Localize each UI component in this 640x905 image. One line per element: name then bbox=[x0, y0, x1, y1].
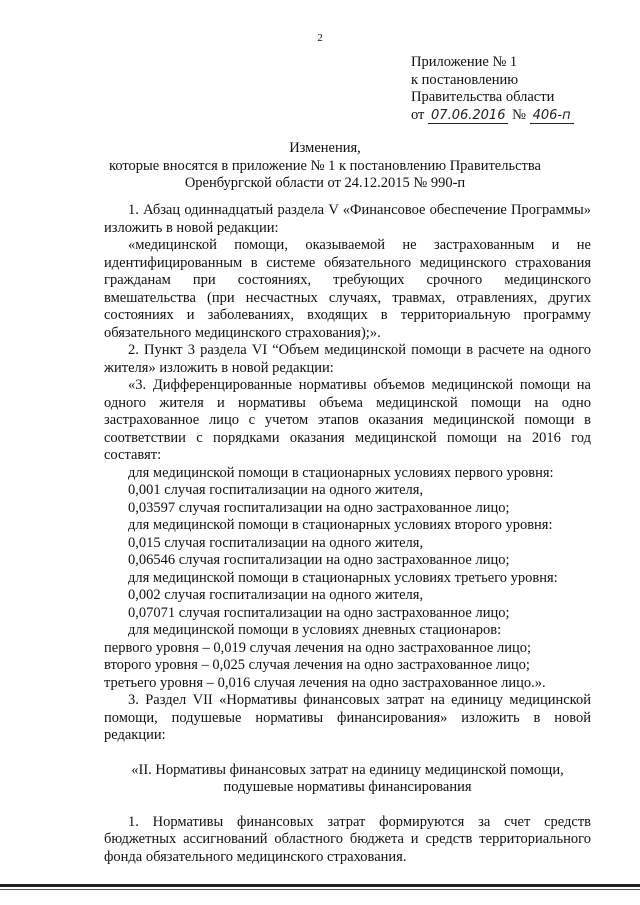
norm-line-12: второго уровня – 0,025 случая лечения на одно застрахованное лицо; bbox=[104, 657, 530, 673]
section-heading-line-2: подушевые нормативы финансирования bbox=[223, 779, 472, 795]
norm-line-2: 0,001 случая госпитализации на одного жителя, bbox=[128, 482, 424, 498]
appendix-line-3: Правительства области bbox=[411, 89, 555, 105]
paragraph-2: «медицинской помощи, оказываемой не застрахованным и не идентифицированным в системе обязательного медицинского страхования гражданам при состояниях, требующих срочного медицинского вмешательства (при несчастных случаях, травмах, отравлениях, других состояниях и заболеваниях, входящих в территориальную программу обязательного медицинского страхования);». bbox=[104, 237, 591, 341]
paragraph-6: 1. Нормативы финансовых затрат формируются за счет средств бюджетных ассигнований областного бюджета и средств территориального фонда обязательного медицинского страхования. bbox=[104, 813, 591, 865]
title-line-3: Оренбургской области от 24.12.2015 № 990-п bbox=[184, 175, 466, 191]
document-body bbox=[104, 202, 591, 866]
handwritten-date: 07.06.2016 bbox=[428, 109, 508, 124]
document-title bbox=[60, 140, 590, 193]
norm-line-8: 0,002 случая госпитализации на одного жителя, bbox=[128, 587, 424, 603]
norm-line-9: 0,07071 случая госпитализации на одно застрахованное лицо; bbox=[128, 604, 510, 621]
paragraph-3: 2. Пункт 3 раздела VI “Объем медицинской помощи в расчете на одного жителя» изложить в новой редакции: bbox=[104, 342, 591, 376]
appendix-line-2: к постановлению bbox=[411, 71, 519, 88]
scan-bottom-edge-thin bbox=[0, 889, 640, 890]
section-heading-line-1: «II. Нормативы финансовых затрат на единицу медицинской помощи, bbox=[131, 761, 564, 778]
norm-line-5: 0,015 случая госпитализации на одного жителя, bbox=[128, 534, 424, 551]
section-heading bbox=[104, 762, 591, 797]
norm-line-4: для медицинской помощи в стационарных условиях второго уровня: bbox=[128, 517, 553, 533]
paragraph-4: «3. Дифференцированные нормативы объемов медицинской помощи на одного жителя и нормативы объема медицинской помощи на одно застрахованное лицо с учетом этапов оказания медицинской помощи в соответствии с порядками оказания медицинской помощи на 2016 год составят: bbox=[104, 377, 591, 463]
number-prefix: № bbox=[512, 106, 526, 123]
norm-line-13: третьего уровня – 0,016 случая лечения на одно застрахованное лицо.». bbox=[104, 674, 546, 691]
norm-line-3: 0,03597 случая госпитализации на одно застрахованное лицо; bbox=[128, 499, 510, 516]
title-line-2: которые вносятся в приложение № 1 к постановлению Правительства bbox=[109, 157, 541, 174]
date-prefix: от bbox=[411, 106, 425, 123]
page-number: 2 bbox=[317, 32, 323, 44]
handwritten-number: 406-п bbox=[530, 109, 574, 124]
norm-line-10: для медицинской помощи в условиях дневных стационаров: bbox=[128, 622, 502, 638]
norm-line-11: первого уровня – 0,019 случая лечения на одно застрахованное лицо; bbox=[104, 639, 532, 656]
paragraph-1: 1. Абзац одиннадцатый раздела V «Финансовое обеспечение Программы» изложить в новой редакции: bbox=[104, 202, 591, 236]
paragraph-5: 3. Раздел VII «Нормативы финансовых затрат на единицу медицинской помощи, подушевые нормативы финансирования» изложить в новой редакции: bbox=[104, 692, 591, 743]
norm-line-7: для медицинской помощи в стационарных условиях третьего уровня: bbox=[128, 569, 558, 586]
norm-line-6: 0,06546 случая госпитализации на одно застрахованное лицо; bbox=[128, 552, 510, 568]
title-line-1: Изменения, bbox=[289, 140, 361, 156]
norm-line-1: для медицинской помощи в стационарных условиях первого уровня: bbox=[128, 464, 554, 481]
appendix-block bbox=[411, 54, 574, 124]
appendix-line-4 bbox=[411, 107, 574, 125]
appendix-line-1: Приложение № 1 bbox=[411, 54, 518, 70]
scan-bottom-edge bbox=[0, 884, 640, 887]
